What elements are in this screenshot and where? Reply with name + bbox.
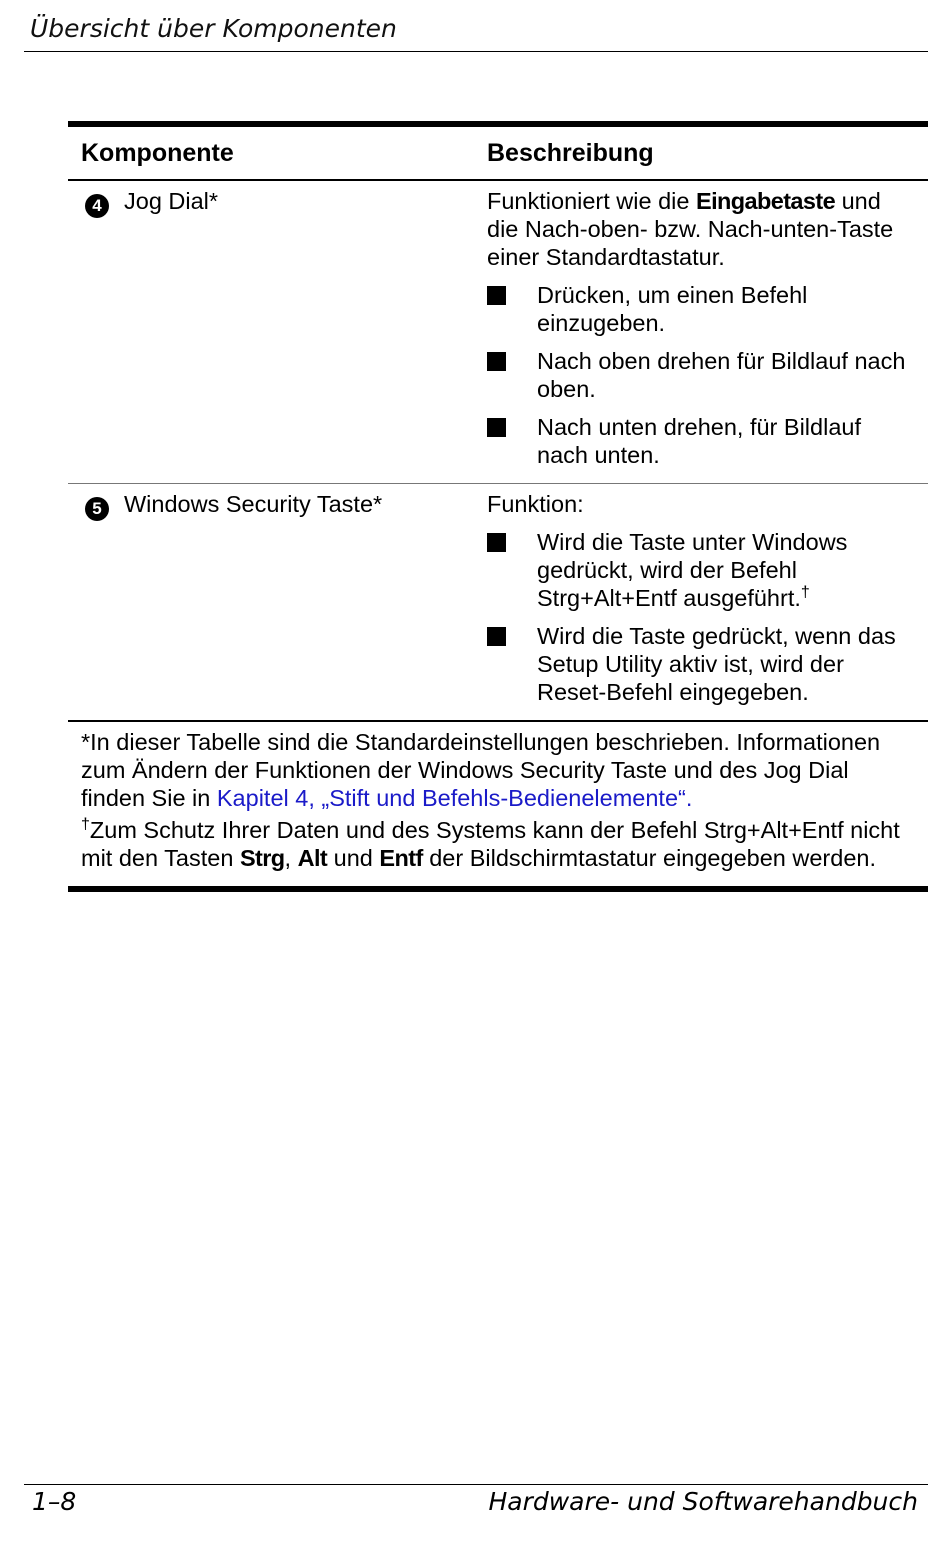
key-eingabetaste: Eingabetaste (696, 188, 836, 214)
chapter-link[interactable]: Kapitel 4, „Stift und Befehls-Bedienelemente“. (216, 785, 693, 811)
list-item: Drücken, um einen Befehl einzugeben. (487, 281, 916, 337)
component-name: Windows Security Taste* (124, 491, 383, 517)
footer-rule (24, 1484, 928, 1485)
bullet-square-icon (487, 418, 506, 437)
list-item: Nach oben drehen für Bildlauf nach oben. (487, 347, 916, 403)
table-row (68, 484, 928, 720)
bullet-square-icon (487, 286, 506, 305)
footnote-dagger: †Zum Schutz Ihrer Daten und des Systems kann der Befehl Strg+Alt+Entf nicht mit den Tasten Strg, Alt und Entf der Bildschirmtastatur eingegeben werden. (81, 816, 900, 871)
table-footnotes (68, 722, 928, 886)
list-item: Wird die Taste gedrückt, wenn das Setup Utility aktiv ist, wird der Reset-Befehl eingegeben. (487, 622, 916, 706)
key-alt: Alt (297, 845, 328, 871)
list-item: Nach unten drehen, für Bildlauf nach unten. (487, 413, 916, 469)
description-intro: Funktion: (487, 491, 584, 517)
bullet-square-icon (487, 533, 506, 552)
table-row (68, 181, 928, 483)
bullet-square-icon (487, 627, 506, 646)
key-strg: Strg (239, 845, 285, 871)
page-number: 1–8 (32, 1487, 77, 1516)
column-header-komponente: Komponente (81, 138, 234, 167)
dagger-mark: † (800, 584, 810, 601)
running-head: Übersicht über Komponenten (30, 14, 397, 43)
number-4-icon: 4 (85, 194, 109, 218)
component-table (68, 121, 928, 892)
component-name: Jog Dial* (124, 188, 219, 214)
column-header-beschreibung: Beschreibung (487, 138, 654, 167)
table-bottom-rule (68, 886, 928, 892)
footnote-asterisk: *In dieser Tabelle sind die Standardeinstellungen beschrieben. Informationen zum Ändern der Funktionen der Windows Security Taste und des Jog Dial finden Sie in Kapitel 4, „Stift und Befehls-Bedienelemente“. (81, 729, 881, 811)
number-5-icon: 5 (85, 497, 109, 521)
description (487, 187, 928, 469)
list-item: Wird die Taste unter Windows gedrückt, wird der Befehl Strg+Alt+Entf ausgeführt.† (487, 528, 916, 612)
description-intro: Funktioniert wie die Eingabetaste und die Nach-oben- bzw. Nach-unten-Taste einer Standardtastatur. (487, 188, 894, 270)
book-title: Hardware- und Softwarehandbuch (488, 1487, 918, 1516)
header-rule (24, 51, 928, 52)
table-header (68, 127, 928, 179)
bullet-square-icon (487, 352, 506, 371)
description (487, 490, 928, 706)
key-entf: Entf (379, 845, 423, 871)
